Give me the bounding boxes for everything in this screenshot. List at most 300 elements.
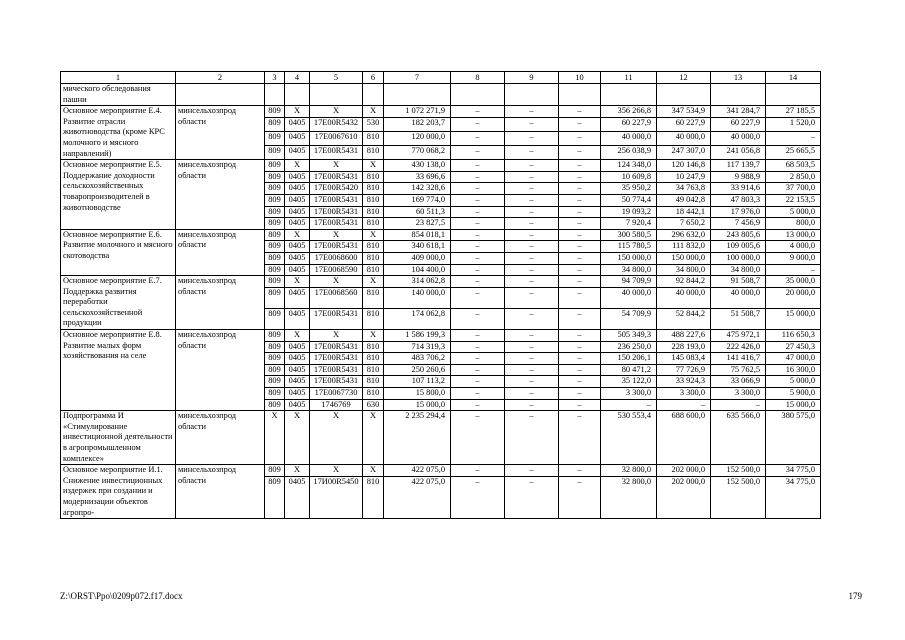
data-cell: 810: [363, 206, 384, 218]
data-cell: –: [601, 399, 657, 411]
data-cell: 356 266,8: [601, 106, 657, 118]
data-cell: 104 400,0: [384, 264, 451, 276]
data-cell: 0405: [285, 308, 310, 329]
data-cell: 174 062,8: [384, 308, 451, 329]
data-cell: –: [451, 330, 505, 342]
column-header: 4: [285, 72, 310, 84]
data-cell: 60 227,9: [601, 117, 657, 131]
data-cell: 17Е00R5431: [310, 171, 363, 183]
data-cell: 40 000,0: [711, 131, 766, 145]
data-cell: 124 348,0: [601, 160, 657, 172]
data-cell: 483 706,2: [384, 353, 451, 365]
data-cell: –: [505, 376, 559, 388]
data-cell: –: [451, 399, 505, 411]
data-cell: 33 924,3: [657, 376, 711, 388]
data-cell: 296 632,0: [657, 229, 711, 241]
data-cell: 635 566,0: [711, 411, 766, 465]
data-cell: –: [451, 341, 505, 353]
data-cell: Х: [363, 160, 384, 172]
data-cell: 809: [265, 229, 285, 241]
data-cell: 314 062,8: [384, 276, 451, 288]
data-cell: 243 805,6: [711, 229, 766, 241]
data-cell: 23 827,5: [384, 218, 451, 230]
data-cell: [451, 84, 505, 106]
data-cell: [559, 84, 601, 106]
data-cell: –: [505, 183, 559, 195]
data-cell: –: [505, 364, 559, 376]
data-cell: 809: [265, 353, 285, 365]
data-cell: 475 972,1: [711, 330, 766, 342]
data-cell: –: [505, 252, 559, 264]
data-cell: 60 227,9: [711, 117, 766, 131]
data-cell: –: [559, 241, 601, 253]
data-cell: –: [766, 131, 821, 145]
data-cell: 810: [363, 252, 384, 264]
data-cell: 27 450,3: [766, 341, 821, 353]
data-cell: 809: [265, 131, 285, 145]
data-cell: 7 920,4: [601, 218, 657, 230]
data-cell: 0405: [285, 146, 310, 160]
data-cell: 17Е00R5432: [310, 117, 363, 131]
data-cell: Х: [310, 465, 363, 477]
column-header: 1: [61, 72, 176, 84]
data-cell: 13 000,0: [766, 229, 821, 241]
data-cell: 37 700,0: [766, 183, 821, 195]
data-cell: 809: [265, 106, 285, 118]
data-cell: –: [559, 218, 601, 230]
data-cell: 17И00R5450: [310, 476, 363, 518]
data-cell: –: [559, 146, 601, 160]
data-cell: 0405: [285, 476, 310, 518]
data-cell: 810: [363, 241, 384, 253]
data-cell: 1 586 199,3: [384, 330, 451, 342]
data-cell: Х: [363, 106, 384, 118]
data-cell: 17Е00R5431: [310, 146, 363, 160]
data-cell: 810: [363, 364, 384, 376]
data-cell: 34 775,0: [766, 476, 821, 518]
data-cell: 810: [363, 388, 384, 400]
table-row: [61, 276, 821, 288]
data-cell: 2 235 294,4: [384, 411, 451, 465]
data-cell: [601, 84, 657, 106]
data-cell: 0405: [285, 264, 310, 276]
data-cell: 800,0: [766, 218, 821, 230]
data-cell: [505, 84, 559, 106]
data-cell: 40 000,0: [601, 131, 657, 145]
data-cell: 182 203,7: [384, 117, 451, 131]
data-cell: –: [451, 476, 505, 518]
data-cell: –: [505, 160, 559, 172]
data-cell: –: [505, 330, 559, 342]
data-cell: 47 803,3: [711, 194, 766, 206]
data-cell: 40 000,0: [657, 131, 711, 145]
data-cell: 809: [265, 171, 285, 183]
data-cell: 40 000,0: [711, 287, 766, 308]
table-row: [61, 411, 821, 465]
data-cell: 3 300,0: [711, 388, 766, 400]
data-cell: 256 038,9: [601, 146, 657, 160]
data-cell: –: [559, 364, 601, 376]
data-cell: 810: [363, 353, 384, 365]
data-cell: 228 193,0: [657, 341, 711, 353]
data-cell: 109 005,6: [711, 241, 766, 253]
data-cell: 340 618,1: [384, 241, 451, 253]
data-cell: Х: [265, 411, 285, 465]
data-cell: 3 300,0: [657, 388, 711, 400]
data-cell: 1 072 271,9: [384, 106, 451, 118]
data-cell: –: [451, 117, 505, 131]
header-row: [61, 72, 821, 84]
data-cell: 1 520,0: [766, 117, 821, 131]
data-cell: 809: [265, 264, 285, 276]
data-cell: –: [451, 183, 505, 195]
data-cell: 809: [265, 341, 285, 353]
data-cell: [657, 84, 711, 106]
data-cell: –: [559, 476, 601, 518]
data-cell: 505 349,3: [601, 330, 657, 342]
data-cell: Х: [310, 276, 363, 288]
data-cell: 202 000,0: [657, 476, 711, 518]
data-cell: 810: [363, 376, 384, 388]
data-cell: Х: [285, 276, 310, 288]
data-cell: 77 726,9: [657, 364, 711, 376]
data-cell: 17Е0068600: [310, 252, 363, 264]
responsible-org-cell: минсельхозпрод области: [176, 229, 265, 275]
table-row: [61, 106, 821, 118]
data-cell: –: [451, 411, 505, 465]
data-cell: –: [505, 308, 559, 329]
data-cell: 68 503,5: [766, 160, 821, 172]
data-cell: 115 780,5: [601, 241, 657, 253]
data-cell: Х: [285, 160, 310, 172]
data-cell: –: [451, 218, 505, 230]
data-cell: –: [559, 399, 601, 411]
data-cell: Х: [310, 106, 363, 118]
data-cell: 10 609,8: [601, 171, 657, 183]
data-cell: 300 580,5: [601, 229, 657, 241]
data-cell: 25 665,5: [766, 146, 821, 160]
column-header: 14: [766, 72, 821, 84]
activity-name-cell: Основное мероприятие Е.6. Развитие молочного и мясного скотоводства: [61, 229, 176, 275]
data-cell: 202 000,0: [657, 465, 711, 477]
data-cell: –: [451, 106, 505, 118]
data-cell: 809: [265, 330, 285, 342]
data-cell: 75 762,5: [711, 364, 766, 376]
data-cell: –: [559, 229, 601, 241]
responsible-org-cell: минсельхозпрод области: [176, 276, 265, 330]
data-cell: –: [559, 376, 601, 388]
data-cell: –: [505, 476, 559, 518]
data-cell: –: [505, 194, 559, 206]
data-cell: 0405: [285, 218, 310, 230]
activity-name-cell: Основное мероприятие Е.4. Развитие отрасли животноводства (кроме КРС молочного и мясного направлений): [61, 106, 176, 160]
data-cell: –: [657, 399, 711, 411]
data-cell: 17Е0067730: [310, 388, 363, 400]
data-cell: 5 000,0: [766, 376, 821, 388]
data-cell: –: [505, 411, 559, 465]
data-cell: 17Е00R5431: [310, 376, 363, 388]
activity-name-cell: Основное мероприятие Е.5. Поддержание доходности сельскохозяйственных товаропроизводителей в животноводстве: [61, 160, 176, 230]
data-cell: 33 696,6: [384, 171, 451, 183]
data-cell: 809: [265, 194, 285, 206]
data-cell: –: [451, 353, 505, 365]
data-cell: Х: [310, 229, 363, 241]
data-cell: –: [505, 171, 559, 183]
activity-name-cell: Основное мероприятие Е.8. Развитие малых форм хозяйствования на селе: [61, 330, 176, 411]
data-cell: 0405: [285, 183, 310, 195]
data-cell: –: [505, 276, 559, 288]
data-cell: 16 300,0: [766, 364, 821, 376]
data-cell: 17Е0067610: [310, 131, 363, 145]
data-cell: 120 146,8: [657, 160, 711, 172]
data-cell: 54 709,9: [601, 308, 657, 329]
data-cell: 810: [363, 171, 384, 183]
data-cell: –: [505, 287, 559, 308]
data-cell: –: [451, 308, 505, 329]
data-cell: 0405: [285, 364, 310, 376]
data-cell: 809: [265, 276, 285, 288]
table-body: [61, 72, 821, 519]
data-cell: 17Е00R5431: [310, 364, 363, 376]
data-cell: Х: [285, 411, 310, 465]
data-cell: 809: [265, 206, 285, 218]
data-cell: 10 247,9: [657, 171, 711, 183]
data-cell: 810: [363, 183, 384, 195]
data-cell: 80 471,2: [601, 364, 657, 376]
data-cell: 150 206,1: [601, 353, 657, 365]
data-cell: –: [559, 183, 601, 195]
data-cell: 247 307,0: [657, 146, 711, 160]
data-cell: 488 227,6: [657, 330, 711, 342]
data-cell: 116 650,3: [766, 330, 821, 342]
column-header: 7: [384, 72, 451, 84]
data-cell: 409 000,0: [384, 252, 451, 264]
data-cell: –: [505, 206, 559, 218]
data-cell: 60 227,9: [657, 117, 711, 131]
data-cell: 34 763,8: [657, 183, 711, 195]
data-cell: 111 832,0: [657, 241, 711, 253]
column-header: 10: [559, 72, 601, 84]
data-cell: –: [505, 264, 559, 276]
data-cell: –: [505, 241, 559, 253]
column-header: 8: [451, 72, 505, 84]
data-cell: 236 250,0: [601, 341, 657, 353]
data-cell: –: [451, 241, 505, 253]
data-cell: 809: [265, 388, 285, 400]
data-cell: 0405: [285, 341, 310, 353]
data-cell: 150 000,0: [601, 252, 657, 264]
data-cell: 150 000,0: [657, 252, 711, 264]
data-cell: –: [451, 131, 505, 145]
data-cell: –: [505, 353, 559, 365]
data-cell: 380 575,0: [766, 411, 821, 465]
data-cell: 809: [265, 241, 285, 253]
data-cell: –: [451, 146, 505, 160]
data-cell: 250 260,6: [384, 364, 451, 376]
data-cell: 422 075,0: [384, 465, 451, 477]
data-cell: 120 000,0: [384, 131, 451, 145]
data-cell: –: [451, 171, 505, 183]
data-cell: 810: [363, 287, 384, 308]
data-cell: –: [766, 264, 821, 276]
data-cell: 0405: [285, 117, 310, 131]
data-cell: –: [559, 160, 601, 172]
data-cell: 17Е00R5431: [310, 206, 363, 218]
data-cell: 7 456,9: [711, 218, 766, 230]
activity-name-cell: Основное мероприятие Е.7. Поддержка развития переработки сельскохозяйственной продукции: [61, 276, 176, 330]
data-cell: [711, 84, 766, 106]
data-cell: 15 000,0: [766, 399, 821, 411]
data-cell: 0405: [285, 241, 310, 253]
data-cell: 107 113,2: [384, 376, 451, 388]
data-cell: 22 153,5: [766, 194, 821, 206]
data-cell: –: [451, 206, 505, 218]
table-row: [61, 84, 821, 106]
data-cell: 530: [363, 117, 384, 131]
data-cell: –: [559, 264, 601, 276]
data-cell: Х: [363, 465, 384, 477]
data-cell: –: [559, 194, 601, 206]
data-cell: 810: [363, 341, 384, 353]
data-cell: 630: [363, 399, 384, 411]
data-cell: Х: [285, 330, 310, 342]
column-header: 6: [363, 72, 384, 84]
data-cell: Х: [310, 411, 363, 465]
data-cell: 222 426,0: [711, 341, 766, 353]
data-cell: 0405: [285, 252, 310, 264]
activity-name-cell: мического обследования пашни: [61, 84, 176, 106]
data-cell: 770 068,2: [384, 146, 451, 160]
responsible-org-cell: минсельхозпрод области: [176, 330, 265, 411]
data-cell: 0405: [285, 399, 310, 411]
column-header: 5: [310, 72, 363, 84]
data-cell: –: [505, 465, 559, 477]
column-header: 9: [505, 72, 559, 84]
data-cell: 32 800,0: [601, 476, 657, 518]
data-cell: 854 018,1: [384, 229, 451, 241]
data-cell: 60 511,3: [384, 206, 451, 218]
data-cell: –: [505, 341, 559, 353]
data-cell: 27 185,5: [766, 106, 821, 118]
data-cell: 2 850,0: [766, 171, 821, 183]
data-cell: –: [505, 399, 559, 411]
data-cell: 809: [265, 117, 285, 131]
data-cell: –: [451, 276, 505, 288]
data-cell: 32 800,0: [601, 465, 657, 477]
data-cell: –: [451, 264, 505, 276]
data-cell: 7 650,2: [657, 218, 711, 230]
data-cell: 169 774,0: [384, 194, 451, 206]
data-cell: –: [505, 131, 559, 145]
column-header: 2: [176, 72, 265, 84]
data-cell: 15 000,0: [766, 308, 821, 329]
data-cell: Х: [285, 465, 310, 477]
data-cell: 809: [265, 146, 285, 160]
data-cell: 34 775,0: [766, 465, 821, 477]
data-cell: 1746769: [310, 399, 363, 411]
data-cell: 4 000,0: [766, 241, 821, 253]
data-cell: 810: [363, 146, 384, 160]
data-cell: –: [559, 353, 601, 365]
data-cell: 347 534,9: [657, 106, 711, 118]
data-cell: 18 442,1: [657, 206, 711, 218]
data-cell: Х: [363, 330, 384, 342]
data-cell: –: [451, 229, 505, 241]
data-cell: 92 844,2: [657, 276, 711, 288]
data-cell: 33 066,9: [711, 376, 766, 388]
data-cell: 0405: [285, 353, 310, 365]
data-cell: –: [559, 106, 601, 118]
data-cell: Х: [363, 229, 384, 241]
data-cell: 5 900,0: [766, 388, 821, 400]
table-row: [61, 160, 821, 172]
data-cell: Х: [363, 411, 384, 465]
data-cell: 100 000,0: [711, 252, 766, 264]
data-cell: 809: [265, 399, 285, 411]
responsible-org-cell: минсельхозпрод области: [176, 411, 265, 465]
data-cell: –: [505, 117, 559, 131]
data-cell: 51 508,7: [711, 308, 766, 329]
column-header: 13: [711, 72, 766, 84]
data-cell: 19 093,2: [601, 206, 657, 218]
data-cell: [310, 84, 363, 106]
data-cell: Х: [363, 276, 384, 288]
data-cell: 117 139,7: [711, 160, 766, 172]
data-cell: Х: [310, 330, 363, 342]
data-cell: 810: [363, 218, 384, 230]
data-cell: 3 300,0: [601, 388, 657, 400]
data-cell: 810: [363, 131, 384, 145]
data-cell: 142 328,6: [384, 183, 451, 195]
data-cell: [285, 84, 310, 106]
data-cell: 152 500,0: [711, 465, 766, 477]
responsible-org-cell: минсельхозпрод области: [176, 465, 265, 519]
data-cell: –: [451, 376, 505, 388]
data-cell: –: [559, 330, 601, 342]
data-cell: 34 800,0: [601, 264, 657, 276]
data-cell: Х: [285, 106, 310, 118]
data-cell: 809: [265, 183, 285, 195]
data-cell: –: [505, 229, 559, 241]
data-cell: –: [559, 252, 601, 264]
data-cell: 810: [363, 194, 384, 206]
activity-name-cell: Подпрограмма И «Стимулирование инвестиционной деятельности в агропромышленном комплексе»: [61, 411, 176, 465]
data-cell: 17Е00R5431: [310, 308, 363, 329]
data-cell: 141 416,7: [711, 353, 766, 365]
data-cell: 809: [265, 252, 285, 264]
budget-table-sheet: [60, 71, 821, 519]
data-cell: –: [505, 106, 559, 118]
data-cell: 35 000,0: [766, 276, 821, 288]
data-cell: –: [559, 131, 601, 145]
data-cell: 40 000,0: [657, 287, 711, 308]
data-cell: –: [505, 218, 559, 230]
data-cell: 341 284,7: [711, 106, 766, 118]
data-cell: –: [451, 465, 505, 477]
data-cell: 0405: [285, 388, 310, 400]
data-cell: 35 122,0: [601, 376, 657, 388]
data-cell: 0405: [285, 171, 310, 183]
data-cell: 810: [363, 308, 384, 329]
document-path: Z:\ORST\Ppo\0209p072.f17.docx: [60, 591, 183, 601]
data-cell: [766, 84, 821, 106]
data-cell: –: [559, 206, 601, 218]
responsible-org-cell: минсельхозпрод области: [176, 160, 265, 230]
data-cell: –: [559, 171, 601, 183]
data-cell: 809: [265, 376, 285, 388]
data-cell: 33 914,6: [711, 183, 766, 195]
data-cell: –: [559, 117, 601, 131]
